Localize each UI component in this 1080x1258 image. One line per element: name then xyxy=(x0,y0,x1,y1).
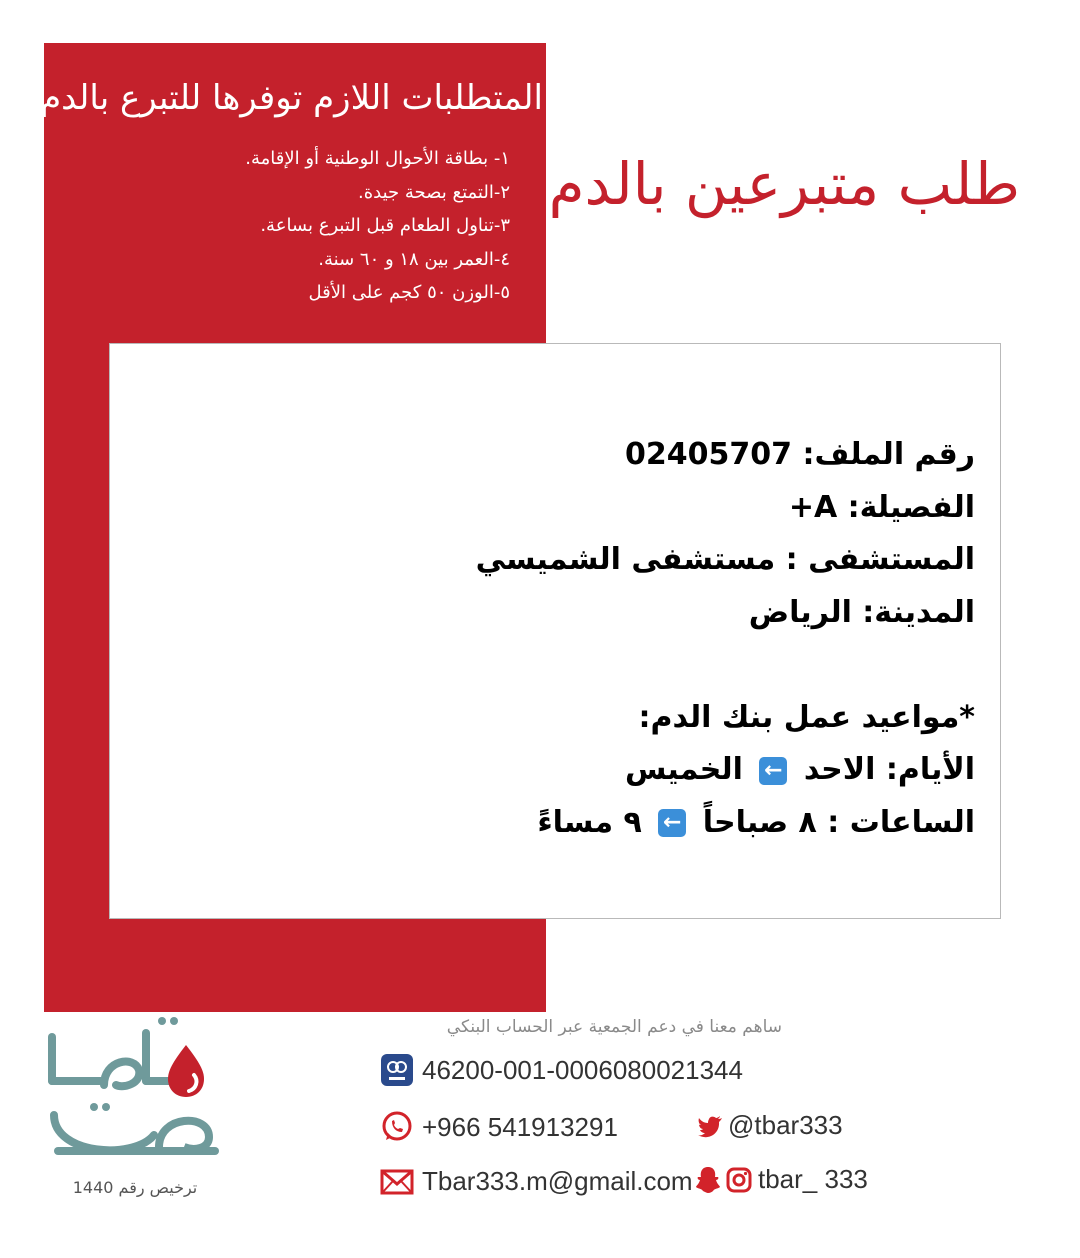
spacer xyxy=(455,639,975,692)
requirement-item: ٤-العمر بين ١٨ و ٦٠ سنة. xyxy=(318,248,510,270)
donate-text: ساهم معنا في دعم الجمعية عبر الحساب البنكي xyxy=(446,1017,782,1037)
whatsapp-number: +966 541913291 xyxy=(422,1111,618,1142)
blood-drop-icon xyxy=(168,1045,204,1097)
snapchat-icon xyxy=(694,1165,722,1195)
requirement-item: ١- بطاقة الأحوال الوطنية أو الإقامة. xyxy=(245,148,510,169)
requirements-title: المتطلبات اللازم توفرها للتبرع بالدم xyxy=(40,78,543,118)
bank-account xyxy=(380,1053,743,1087)
twitter-contact[interactable] xyxy=(696,1110,843,1141)
email-icon xyxy=(380,1168,414,1196)
requirement-item: ٢-التمتع بصحة جيدة. xyxy=(358,181,510,203)
days-end: الخميس xyxy=(625,752,743,787)
email-address: Tbar333.m@gmail.com xyxy=(422,1166,693,1196)
bank-icon xyxy=(380,1053,414,1087)
email-contact[interactable] xyxy=(380,1166,693,1197)
schedule-heading: *مواعيد عمل بنك الدم: xyxy=(638,699,975,735)
requirements-list xyxy=(150,142,510,310)
social-contact[interactable] xyxy=(694,1164,868,1195)
hospital: المستشفى : مستشفى الشميسي xyxy=(475,542,975,577)
organization-logo xyxy=(44,1015,224,1200)
hours-end: ٩ مساءً xyxy=(537,804,642,840)
license-number: ترخيص رقم 1440 xyxy=(72,1178,198,1197)
bank-account-number: 46200-001-0006080021344 xyxy=(422,1054,743,1085)
request-card xyxy=(109,343,1001,919)
whatsapp-contact[interactable] xyxy=(380,1110,618,1144)
main-title: طلب متبرعين بالدم xyxy=(548,150,1020,218)
whatsapp-icon xyxy=(380,1110,414,1144)
social-handle: tbar_ 333 xyxy=(758,1164,868,1194)
twitter-icon xyxy=(696,1112,724,1140)
instagram-icon xyxy=(726,1167,752,1193)
hours-label: الساعات : ٨ صباحاً xyxy=(702,804,975,840)
blood-type: الفصيلة: A+ xyxy=(788,489,975,525)
requirement-item: ٣-تناول الطعام قبل التبرع بساعة. xyxy=(260,215,510,236)
twitter-handle: @tbar333 xyxy=(728,1110,843,1140)
left-arrow-icon: ← xyxy=(658,809,686,837)
hours-line xyxy=(455,797,975,850)
left-arrow-icon: ← xyxy=(759,757,787,785)
days-line xyxy=(455,744,975,797)
days-label: الأيام: الاحد xyxy=(803,752,975,787)
file-number: رقم الملف: 02405707 xyxy=(625,437,975,472)
requirement-item: ٥-الوزن ٥٠ كجم على الأقل xyxy=(308,282,510,303)
city: المدينة: الرياض xyxy=(748,594,975,630)
request-details xyxy=(455,429,975,849)
